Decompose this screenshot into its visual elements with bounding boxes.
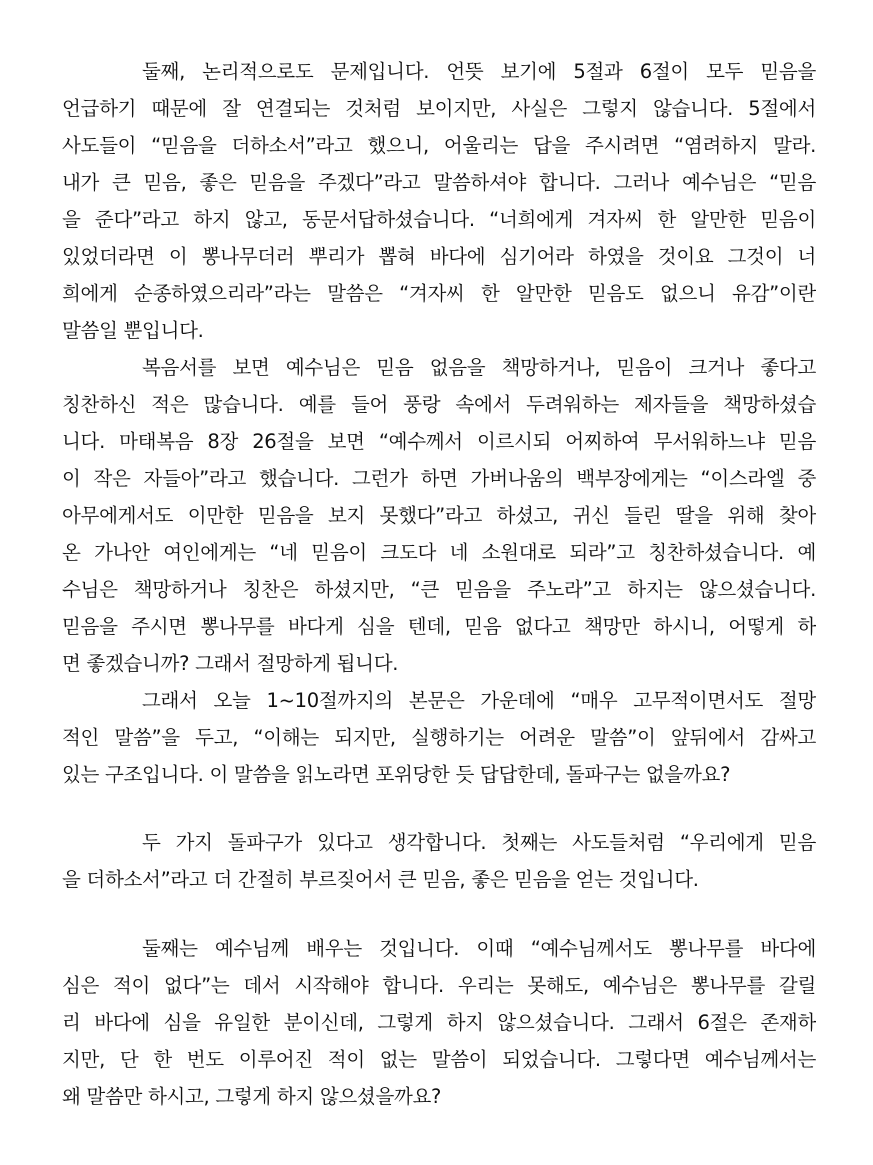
paragraph-learning-from-jesus — [62, 930, 816, 1115]
text-line: 니다. 마태복음 8장 26절을 보면 “예수께서 이르시되 어찌하여 무서워하느냐 믿음 — [62, 430, 816, 453]
text-line: 을 준다”라고 하지 않고, 동문서답하셨습니다. “너희에게 겨자씨 한 알만한 믿음이 — [62, 208, 816, 231]
paragraph-logical-problem — [62, 53, 816, 349]
paragraph-structure — [62, 682, 816, 793]
text-line: 있었더라면 이 뽕나무더러 뿌리가 뽑혀 바다에 심기어라 하였을 것이요 그것이 너 — [62, 245, 816, 268]
text-line: 을 더하소서”라고 더 간절히 부르짖어서 큰 믿음, 좋은 믿음을 얻는 것입니다. — [62, 868, 699, 891]
text-line: 믿음을 주시면 뽕나무를 바다게 심을 텐데, 믿음 없다고 책망만 하시니, 어떻게 하 — [62, 615, 816, 638]
text-line: 사도들이 “믿음을 더하소서”라고 했으니, 어울리는 답을 주시려면 “염려하지 말라. — [62, 134, 816, 157]
text-line: 두 가지 돌파구가 있다고 생각합니다. 첫째는 사도들처럼 “우리에게 믿음 — [142, 831, 816, 854]
text-line: 리 바다에 심을 유일한 분이신데, 그렇게 하지 않으셨습니다. 그래서 6절은 존재하 — [62, 1011, 816, 1034]
text-line: 아무에게서도 이만한 믿음을 보지 못했다”라고 하셨고, 귀신 들린 딸을 위해 찾아 — [62, 504, 816, 527]
paragraph-breakthrough — [62, 824, 816, 898]
text-line: 그래서 오늘 1~10절까지의 본문은 가운데에 “매우 고무적이면서도 절망 — [142, 689, 816, 712]
text-line: 있는 구조입니다. 이 말씀을 읽노라면 포위당한 듯 답답한데, 돌파구는 없을까요? — [62, 763, 731, 786]
text-line: 둘째는 예수님께 배우는 것입니다. 이때 “예수님께서도 뽕나무를 바다에 — [142, 937, 816, 960]
text-line: 적인 말씀”을 두고, “이해는 되지만, 실행하기는 어려운 말씀”이 앞뒤에서 감싸고 — [62, 726, 816, 749]
text-line: 언급하기 때문에 잘 연결되는 것처럼 보이지만, 사실은 그렇지 않습니다. 5절에서 — [62, 97, 816, 120]
text-line: 복음서를 보면 예수님은 믿음 없음을 책망하거나, 믿음이 크거나 좋다고 — [142, 356, 816, 379]
text-line: 지만, 단 한 번도 이루어진 적이 없는 말씀이 되었습니다. 그렇다면 예수님께서는 — [62, 1048, 816, 1071]
text-line: 온 가나안 여인에게는 “네 믿음이 크도다 네 소원대로 되라”고 칭찬하셨습니다. 예 — [62, 541, 816, 564]
text-line: 둘째, 논리적으로도 문제입니다. 언뜻 보기에 5절과 6절이 모두 믿음을 — [142, 60, 816, 83]
text-line: 이 작은 자들아”라고 했습니다. 그런가 하면 가버나움의 백부장에게는 “이스라엘 중 — [62, 467, 816, 490]
text-line: 면 좋겠습니까? 그래서 절망하게 됩니다. — [62, 652, 399, 675]
text-line: 왜 말씀만 하시고, 그렇게 하지 않으셨을까요? — [62, 1085, 442, 1108]
text-line: 수님은 책망하거나 칭찬은 하셨지만, “큰 믿음을 주노라”고 하지는 않으셨습니다. — [62, 578, 816, 601]
text-line: 말씀일 뿐입니다. — [62, 319, 204, 342]
text-line: 내가 큰 믿음, 좋은 믿음을 주겠다”라고 말씀하셔야 합니다. 그러나 예수님은 “믿음 — [62, 171, 816, 194]
text-line: 칭찬하신 적은 많습니다. 예를 들어 풍랑 속에서 두려워하는 제자들을 책망하셨습 — [62, 393, 816, 416]
text-line: 심은 적이 없다”는 데서 시작해야 합니다. 우리는 못해도, 예수님은 뽕나무를 갈릴 — [62, 974, 816, 997]
text-line: 희에게 순종하였으리라”라는 말씀은 “겨자씨 한 알만한 믿음도 없으니 유감”이란 — [62, 282, 816, 305]
paragraph-gospels — [62, 349, 816, 682]
